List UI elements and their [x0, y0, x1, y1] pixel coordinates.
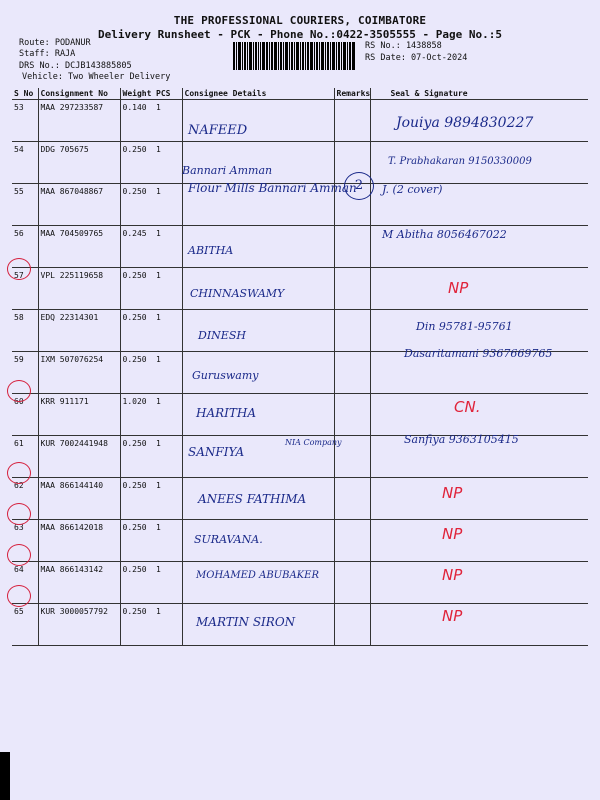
row-weight: 1.020: [120, 394, 154, 436]
row-consignee-cell: [182, 142, 334, 184]
handwritten-signature: Dasaritamani 9367669765: [404, 347, 553, 360]
row-pcs: 1: [154, 436, 182, 478]
handwritten-consignee: ABITHA: [188, 244, 234, 257]
status-mark: CN.: [454, 398, 481, 416]
vehicle: Vehicle: Two Wheeler Delivery: [22, 72, 171, 82]
row-remarks-cell: [334, 604, 370, 646]
red-circle-62: [7, 462, 31, 484]
row-remarks-cell: [334, 394, 370, 436]
row-weight: 0.250: [120, 520, 154, 562]
row-sno: 58: [12, 310, 38, 352]
row-remarks-cell: [334, 352, 370, 394]
row-remarks-cell: [334, 562, 370, 604]
row-pcs: 1: [154, 478, 182, 520]
row-pcs: 1: [154, 100, 182, 142]
row-sno: 62: [12, 478, 38, 520]
row-consignment: IXM 507076254: [38, 352, 120, 394]
status-mark: NP: [442, 607, 463, 625]
table-row: [12, 268, 588, 310]
row-remarks-cell: [334, 268, 370, 310]
row-remarks-cell: [334, 310, 370, 352]
row-sno: 64: [12, 562, 38, 604]
row-sno: 59: [12, 352, 38, 394]
row-consignment: MAA 867048867: [38, 184, 120, 226]
row-remarks-cell: [334, 100, 370, 142]
row-pcs: 1: [154, 352, 182, 394]
row-consignee-cell: [182, 562, 334, 604]
row-signature-cell: [370, 562, 588, 604]
status-mark: NP: [448, 279, 469, 297]
handwritten-consignee: Guruswamy: [192, 369, 259, 382]
row-signature-cell: [370, 268, 588, 310]
row-consignment: KRR 911171: [38, 394, 120, 436]
row-pcs: 1: [154, 310, 182, 352]
row-weight: 0.245: [120, 226, 154, 268]
col-weight: Weight: [120, 88, 154, 100]
red-circle-65: [7, 585, 31, 607]
staff: Staff: RAJA: [19, 49, 76, 59]
red-circle-57: [7, 258, 31, 280]
handwritten-consignee: HARITHA: [196, 406, 257, 420]
row-pcs: 1: [154, 562, 182, 604]
row-weight: 0.250: [120, 142, 154, 184]
row-consignment: KUR 7002441948: [38, 436, 120, 478]
row-remarks-cell: [334, 226, 370, 268]
row-pcs: 1: [154, 184, 182, 226]
annotation-circle-2: 2: [344, 172, 374, 200]
row-remarks-cell: [334, 520, 370, 562]
col-sno: S No: [12, 88, 38, 100]
route: Route: PODANUR: [19, 38, 91, 48]
drs-number: DRS No.: DCJB143885805: [19, 61, 132, 71]
table-header-row: [12, 88, 588, 100]
handwritten-consignee: CHINNASWAMY: [190, 287, 285, 300]
row-remarks-cell: [334, 478, 370, 520]
col-pcs: PCS: [154, 88, 182, 100]
row-weight: 0.250: [120, 310, 154, 352]
table-row: [12, 562, 588, 604]
row-sno: 55: [12, 184, 38, 226]
row-consignment: MAA 866144140: [38, 478, 120, 520]
handwritten-signature: T. Prabhakaran 9150330009: [388, 156, 532, 167]
row-consignment: VPL 225119658: [38, 268, 120, 310]
row-weight: 0.250: [120, 436, 154, 478]
red-circle-64: [7, 544, 31, 566]
handwritten-consignee: Bannari Amman: [182, 164, 273, 177]
row-sno: 54: [12, 142, 38, 184]
row-signature-cell: [370, 478, 588, 520]
scan-edge: [0, 752, 10, 800]
handwritten-consignee: SANFIYA: [188, 445, 245, 459]
handwritten-consignee: MOHAMED ABUBAKER: [196, 570, 319, 581]
handwritten-consignee: DINESH: [198, 329, 246, 342]
row-pcs: 1: [154, 226, 182, 268]
runsheet-subtitle: Delivery Runsheet - PCK - Phone No.:0422-3505555 - Page No.:5: [98, 28, 502, 41]
row-pcs: 1: [154, 520, 182, 562]
annotation-nia: NIA Company: [285, 438, 342, 447]
handwritten-signature: Jouiya 9894830227: [396, 115, 534, 131]
rs-date: RS Date: 07-Oct-2024: [365, 53, 468, 63]
handwritten-signature: Sanfiya 9363105415: [404, 433, 519, 446]
red-circle-60: [7, 380, 31, 402]
handwritten-consignee: Flour Mills Bannari Amman: [188, 181, 357, 195]
row-pcs: 1: [154, 142, 182, 184]
row-sno: 56: [12, 226, 38, 268]
row-sno: 57: [12, 268, 38, 310]
table-row: [12, 604, 588, 646]
row-consignment: MAA 866143142: [38, 562, 120, 604]
company-title: THE PROFESSIONAL COURIERS, COIMBATORE: [173, 14, 427, 27]
runsheet-table: [12, 88, 588, 646]
row-sno: 65: [12, 604, 38, 646]
row-weight: 0.250: [120, 562, 154, 604]
row-consignment: EDQ 22314301: [38, 310, 120, 352]
barcode: [233, 42, 355, 70]
handwritten-signature: Din 95781-95761: [416, 320, 513, 333]
col-consignment: Consignment No: [38, 88, 120, 100]
row-pcs: 1: [154, 604, 182, 646]
status-mark: NP: [442, 484, 463, 502]
rs-number: RS No.: 1438858: [365, 41, 442, 51]
col-remarks: Remarks: [334, 88, 370, 100]
row-sno: 61: [12, 436, 38, 478]
handwritten-consignee: MARTIN SIRON: [196, 615, 296, 629]
handwritten-consignee: ANEES FATHIMA: [198, 492, 307, 506]
row-sno: 63: [12, 520, 38, 562]
row-sno: 60: [12, 394, 38, 436]
handwritten-consignee: NAFEED: [188, 123, 248, 138]
col-consignee: Consignee Details: [182, 88, 334, 100]
table-row: [12, 394, 588, 436]
row-weight: 0.140: [120, 100, 154, 142]
handwritten-signature: M Abitha 8056467022: [382, 228, 507, 241]
row-consignment: KUR 3000057792: [38, 604, 120, 646]
row-pcs: 1: [154, 268, 182, 310]
row-consignment: DDG 705675: [38, 142, 120, 184]
table-row: [12, 520, 588, 562]
red-circle-63: [7, 503, 31, 525]
row-weight: 0.250: [120, 352, 154, 394]
row-pcs: 1: [154, 394, 182, 436]
row-weight: 0.250: [120, 478, 154, 520]
handwritten-signature: J. (2 cover): [382, 183, 443, 196]
row-weight: 0.250: [120, 268, 154, 310]
row-signature-cell: [370, 520, 588, 562]
row-consignment: MAA 704509765: [38, 226, 120, 268]
row-signature-cell: [370, 604, 588, 646]
status-mark: NP: [442, 525, 463, 543]
row-consignment: MAA 297233587: [38, 100, 120, 142]
row-weight: 0.250: [120, 184, 154, 226]
row-consignment: MAA 866142018: [38, 520, 120, 562]
status-mark: NP: [442, 566, 463, 584]
row-sno: 53: [12, 100, 38, 142]
row-weight: 0.250: [120, 604, 154, 646]
col-signature: Seal & Signature: [370, 88, 588, 100]
handwritten-consignee: SURAVANA.: [194, 533, 263, 546]
